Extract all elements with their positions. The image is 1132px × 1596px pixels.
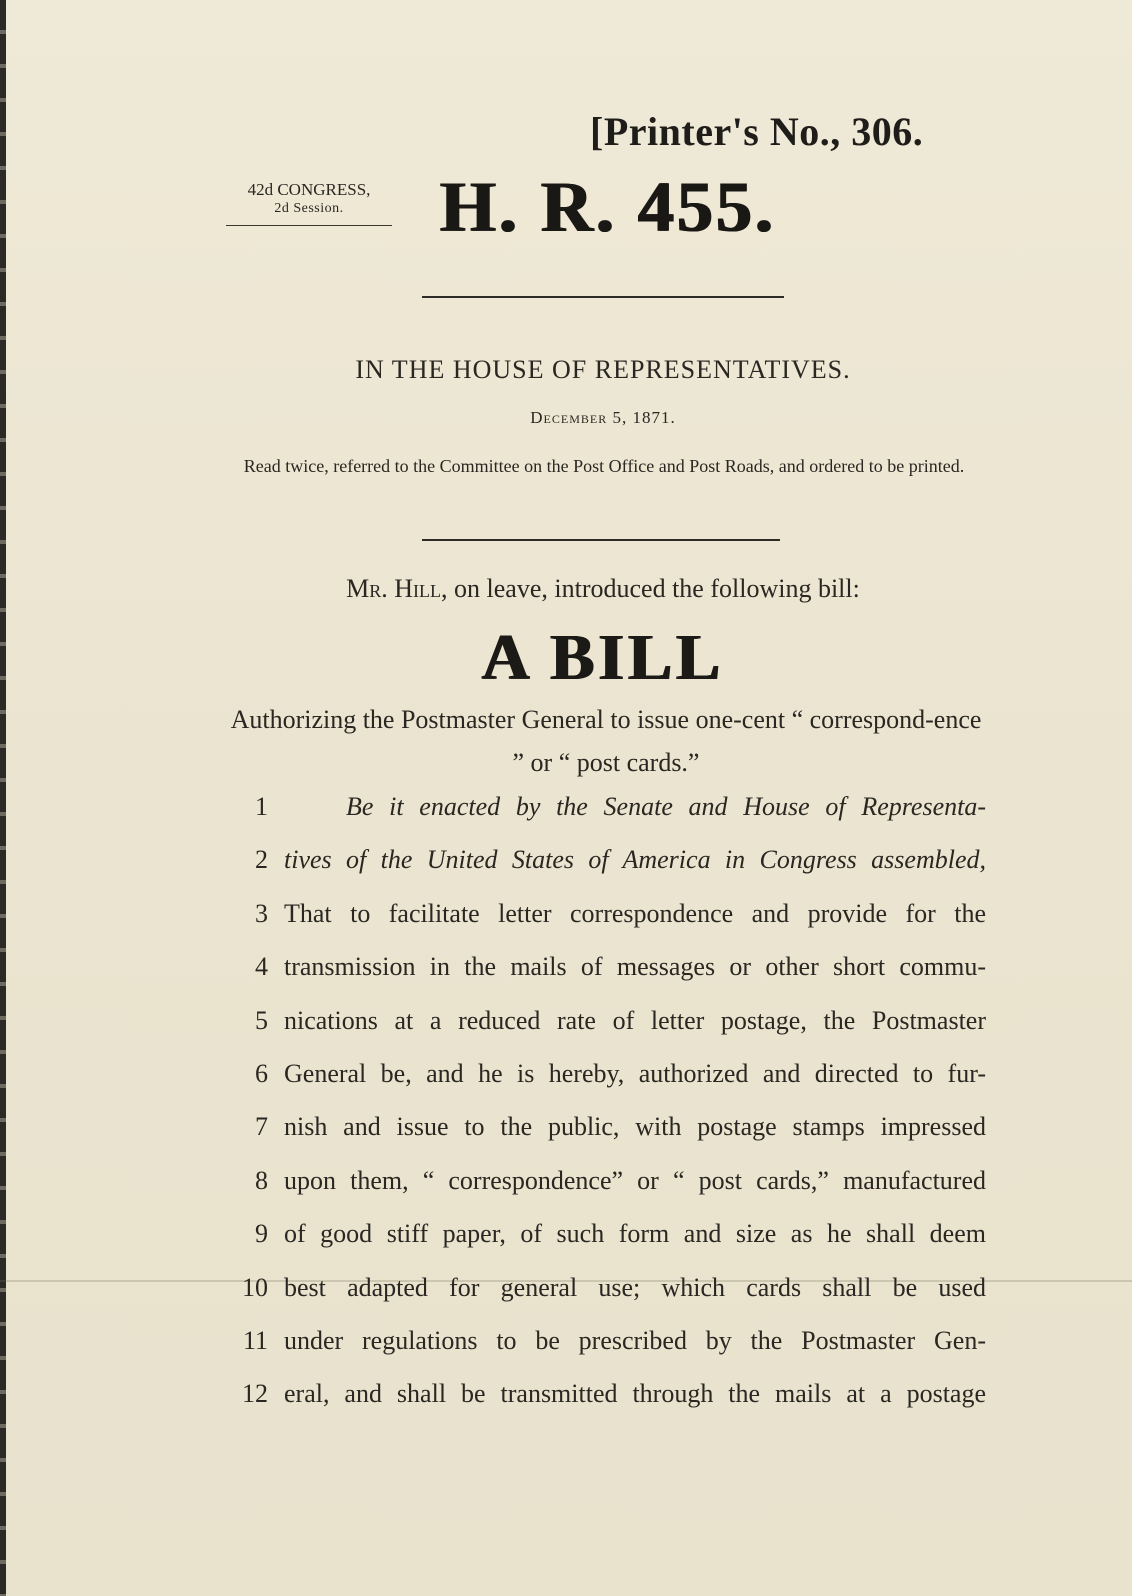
- congress-session-block: [226, 180, 392, 218]
- line-text: tives of the United States of America in Congress assembled,: [284, 845, 986, 875]
- divider-middle: [422, 539, 780, 541]
- line-number: 8: [255, 1165, 268, 1195]
- line-text: General be, and he is hereby, authorized and directed to fur-: [284, 1058, 986, 1088]
- line-number: 9: [255, 1219, 268, 1249]
- bill-line: [226, 1217, 986, 1270]
- line-number: 1: [255, 792, 268, 821]
- session-label: 2d Session.: [274, 201, 344, 216]
- line-text: nish and issue to the public, with postage stamps impressed: [284, 1112, 986, 1142]
- line-text: upon them, “ correspondence” or “ post cards,” manufactured: [284, 1165, 986, 1195]
- line-number: 6: [255, 1058, 268, 1088]
- bill-line: [226, 1377, 986, 1430]
- introduction-text: , on leave, introduced the following bill:: [441, 574, 860, 603]
- congress-label: 42d CONGRESS,: [247, 180, 371, 199]
- line-text: of good stiff paper, of such form and size as he shall deem: [284, 1219, 986, 1249]
- bill-line: [226, 790, 986, 843]
- binding-edge: [0, 0, 6, 1596]
- bill-line: [226, 1057, 986, 1110]
- bill-title: Authorizing the Postmaster General to issue one-cent “ correspond-ence ” or “ post cards.”: [230, 705, 982, 777]
- bill-line: [226, 1324, 986, 1377]
- chamber-heading: IN THE HOUSE OF REPRESENTATIVES.: [355, 355, 851, 384]
- congress-underline: [226, 225, 392, 226]
- line-text: best adapted for general use; which cards shall be used: [284, 1272, 986, 1302]
- line-number: 12: [242, 1379, 268, 1409]
- bill-line: [226, 1004, 986, 1057]
- bill-line: [226, 1110, 986, 1163]
- introduction-line: [0, 574, 1132, 604]
- bill-heading: A BILL: [481, 621, 725, 694]
- bill-line: [226, 897, 986, 950]
- line-text: eral, and shall be transmitted through the mails at a postage: [284, 1379, 986, 1409]
- bill-line: [226, 1271, 986, 1324]
- line-text: under regulations to be prescribed by the Postmaster Gen-: [284, 1325, 986, 1355]
- line-text: Be it enacted by the Senate and House of Representa-: [346, 792, 986, 821]
- line-number: 3: [255, 898, 268, 928]
- bill-date: December 5, 1871.: [530, 408, 676, 427]
- line-number: 7: [255, 1112, 268, 1142]
- line-text: transmission in the mails of messages or other short commu-: [284, 952, 986, 982]
- bill-text-lines: [226, 790, 986, 1431]
- member-name: Mr. Hill: [346, 574, 442, 603]
- bill-number: H. R. 455.: [440, 167, 776, 247]
- line-number: 4: [255, 952, 268, 982]
- line-number: 2: [255, 845, 268, 875]
- line-number: 5: [255, 1005, 268, 1035]
- referral-note: Read twice, referred to the Committee on the Post Office and Post Roads, and ordered to be printed.: [243, 456, 965, 476]
- printer-number: [Printer's No., 306.: [590, 109, 924, 154]
- line-number: 11: [242, 1325, 268, 1355]
- bill-line: [226, 1164, 986, 1217]
- line-text: That to facilitate letter correspondence and provide for the: [284, 898, 986, 928]
- bill-line: [226, 843, 986, 896]
- line-text: nications at a reduced rate of letter postage, the Postmaster: [284, 1005, 986, 1035]
- bill-line: [226, 950, 986, 1003]
- line-number: 10: [242, 1272, 268, 1302]
- divider-top: [422, 296, 784, 298]
